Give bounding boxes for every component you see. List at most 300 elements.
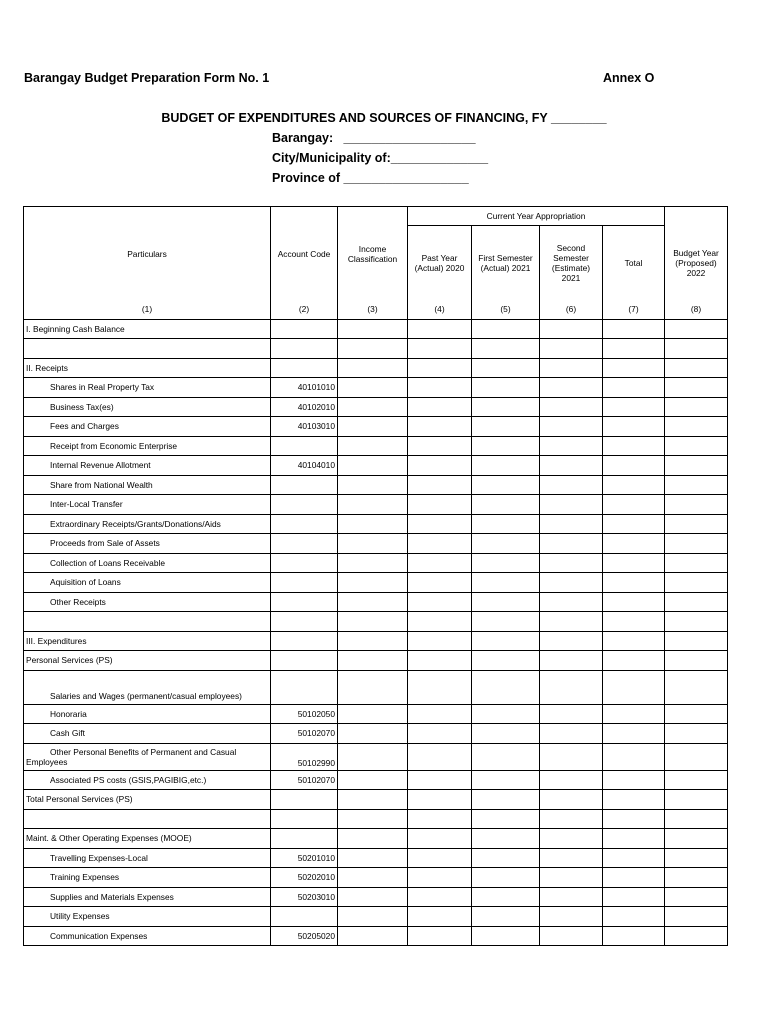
row-particulars: Proceeds from Sale of Assets (24, 534, 271, 554)
row-value-cell[interactable] (603, 651, 665, 671)
city-field: City/Municipality of:______________ (272, 151, 489, 165)
col-number: (1) (24, 300, 271, 319)
row-value-cell[interactable] (472, 456, 540, 476)
col-total-header: Total (603, 226, 665, 301)
row-value-cell[interactable] (408, 790, 472, 810)
row-value-cell[interactable] (472, 670, 540, 704)
row-value-cell[interactable] (408, 495, 472, 515)
table-row (24, 724, 728, 744)
row-account-code: 50102070 (271, 724, 338, 744)
row-value-cell[interactable] (472, 651, 540, 671)
budget-table (23, 206, 728, 946)
row-value-cell[interactable] (665, 829, 728, 849)
row-value-cell[interactable] (338, 743, 408, 770)
row-account-code: 50201010 (271, 848, 338, 868)
row-value-cell[interactable] (408, 553, 472, 573)
row-value-cell[interactable] (665, 553, 728, 573)
table-row (24, 397, 728, 417)
row-particulars: II. Receipts (24, 358, 271, 378)
row-value-cell[interactable] (408, 907, 472, 927)
row-account-code (271, 612, 338, 632)
row-value-cell[interactable] (338, 670, 408, 704)
col-number: (7) (603, 300, 665, 319)
row-value-cell[interactable] (603, 456, 665, 476)
row-particulars: Travelling Expenses-Local (24, 848, 271, 868)
row-value-cell[interactable] (338, 397, 408, 417)
row-value-cell[interactable] (665, 612, 728, 632)
row-value-cell[interactable] (540, 926, 603, 946)
row-value-cell[interactable] (665, 319, 728, 339)
row-particulars-line: Other Personal Benefits of Permanent and Casual (50, 746, 237, 757)
table-row (24, 417, 728, 437)
row-value-cell[interactable] (603, 436, 665, 456)
row-value-cell[interactable] (540, 651, 603, 671)
row-value-cell[interactable] (540, 868, 603, 888)
row-value-cell[interactable] (603, 809, 665, 829)
row-account-code (271, 534, 338, 554)
row-value-cell[interactable] (540, 790, 603, 810)
row-value-cell[interactable] (338, 339, 408, 359)
row-particulars (24, 612, 271, 632)
row-value-cell[interactable] (603, 358, 665, 378)
row-particulars: Training Expenses (24, 868, 271, 888)
row-value-cell[interactable] (408, 378, 472, 398)
row-account-code (271, 631, 338, 651)
row-account-code (271, 553, 338, 573)
column-number-row (24, 300, 728, 319)
row-account-code (271, 790, 338, 810)
row-value-cell[interactable] (408, 848, 472, 868)
row-value-cell[interactable] (472, 887, 540, 907)
row-value-cell[interactable] (665, 809, 728, 829)
row-value-cell[interactable] (472, 631, 540, 651)
row-particulars: Supplies and Materials Expenses (24, 887, 271, 907)
row-value-cell[interactable] (338, 592, 408, 612)
row-value-cell[interactable] (603, 724, 665, 744)
row-value-cell[interactable] (472, 907, 540, 927)
row-value-cell[interactable] (603, 631, 665, 651)
row-value-cell[interactable] (338, 436, 408, 456)
row-account-code (271, 319, 338, 339)
row-account-code: 40103010 (271, 417, 338, 437)
row-account-code (271, 514, 338, 534)
row-value-cell[interactable] (472, 926, 540, 946)
row-value-cell[interactable] (603, 829, 665, 849)
table-row (24, 339, 728, 359)
row-account-code (271, 829, 338, 849)
row-value-cell[interactable] (408, 417, 472, 437)
col-budget-year-header: Budget Year (Proposed) 2022 (665, 226, 728, 301)
table-row (24, 319, 728, 339)
row-particulars: Cash Gift (24, 724, 271, 744)
table-row (24, 378, 728, 398)
col-account-code-header: Account Code (271, 207, 338, 301)
row-value-cell[interactable] (665, 339, 728, 359)
table-row (24, 704, 728, 724)
table-row (24, 809, 728, 829)
row-particulars: Associated PS costs (GSIS,PAGIBIG,etc.) (24, 770, 271, 790)
row-particulars-line: Employees (26, 756, 68, 767)
row-particulars: Aquisition of Loans (24, 573, 271, 593)
row-value-cell[interactable] (408, 319, 472, 339)
row-account-code: 40102010 (271, 397, 338, 417)
row-value-cell[interactable] (408, 514, 472, 534)
row-value-cell[interactable] (665, 534, 728, 554)
row-value-cell[interactable] (408, 456, 472, 476)
table-row (24, 631, 728, 651)
col-number: (5) (472, 300, 540, 319)
row-account-code: 50102990 (271, 743, 338, 770)
row-value-cell[interactable] (540, 743, 603, 770)
row-value-cell[interactable] (338, 926, 408, 946)
row-value-cell[interactable] (472, 868, 540, 888)
row-value-cell[interactable] (338, 770, 408, 790)
row-value-cell[interactable] (540, 397, 603, 417)
row-value-cell[interactable] (540, 809, 603, 829)
row-particulars: I. Beginning Cash Balance (24, 319, 271, 339)
row-value-cell[interactable] (540, 456, 603, 476)
row-value-cell[interactable] (472, 534, 540, 554)
row-particulars: Communication Expenses (24, 926, 271, 946)
row-value-cell[interactable] (665, 887, 728, 907)
row-value-cell[interactable] (603, 417, 665, 437)
row-value-cell[interactable] (472, 319, 540, 339)
row-value-cell[interactable] (603, 670, 665, 704)
row-value-cell[interactable] (472, 770, 540, 790)
row-value-cell[interactable] (665, 495, 728, 515)
row-value-cell[interactable] (472, 573, 540, 593)
row-value-cell[interactable] (408, 704, 472, 724)
barangay-field: Barangay: ___________________ (272, 131, 476, 145)
row-particulars: Fees and Charges (24, 417, 271, 437)
table-row (24, 651, 728, 671)
row-value-cell[interactable] (472, 790, 540, 810)
row-value-cell[interactable] (338, 868, 408, 888)
row-value-cell[interactable] (540, 724, 603, 744)
row-value-cell[interactable] (472, 495, 540, 515)
row-value-cell[interactable] (665, 790, 728, 810)
budget-year-top-cell (665, 207, 728, 226)
row-value-cell[interactable] (338, 887, 408, 907)
row-value-cell[interactable] (665, 868, 728, 888)
row-value-cell[interactable] (665, 514, 728, 534)
row-value-cell[interactable] (540, 534, 603, 554)
row-value-cell[interactable] (540, 378, 603, 398)
row-particulars: Other Receipts (24, 592, 271, 612)
row-account-code: 50202010 (271, 868, 338, 888)
row-particulars (24, 743, 271, 770)
row-value-cell[interactable] (603, 887, 665, 907)
row-value-cell[interactable] (540, 319, 603, 339)
row-value-cell[interactable] (603, 553, 665, 573)
row-value-cell[interactable] (338, 573, 408, 593)
row-value-cell[interactable] (338, 358, 408, 378)
row-value-cell[interactable] (603, 770, 665, 790)
row-particulars: Maint. & Other Operating Expenses (MOOE) (24, 829, 271, 849)
row-value-cell[interactable] (408, 770, 472, 790)
row-value-cell[interactable] (472, 378, 540, 398)
row-value-cell[interactable] (540, 848, 603, 868)
row-value-cell[interactable] (472, 475, 540, 495)
row-value-cell[interactable] (408, 743, 472, 770)
row-value-cell[interactable] (665, 378, 728, 398)
row-account-code (271, 592, 338, 612)
table-row (24, 436, 728, 456)
row-value-cell[interactable] (338, 378, 408, 398)
row-value-cell[interactable] (540, 829, 603, 849)
table-row (24, 790, 728, 810)
row-particulars: Honoraria (24, 704, 271, 724)
row-value-cell[interactable] (540, 514, 603, 534)
table-row (24, 770, 728, 790)
province-field: Province of __________________ (272, 171, 469, 185)
table-row (24, 358, 728, 378)
row-particulars: Business Tax(es) (24, 397, 271, 417)
row-value-cell[interactable] (408, 534, 472, 554)
row-particulars: Internal Revenue Allotment (24, 456, 271, 476)
row-value-cell[interactable] (338, 809, 408, 829)
row-value-cell[interactable] (665, 573, 728, 593)
col-income-class-header: Income Classification (338, 207, 408, 301)
row-value-cell[interactable] (408, 436, 472, 456)
row-account-code: 40104010 (271, 456, 338, 476)
row-account-code (271, 670, 338, 704)
row-value-cell[interactable] (540, 612, 603, 632)
row-value-cell[interactable] (472, 592, 540, 612)
row-particulars: Utility Expenses (24, 907, 271, 927)
row-value-cell[interactable] (540, 475, 603, 495)
row-particulars (24, 809, 271, 829)
row-particulars: Salaries and Wages (permanent/casual employees) (24, 670, 271, 704)
row-particulars: Shares in Real Property Tax (24, 378, 271, 398)
row-particulars: Inter-Local Transfer (24, 495, 271, 515)
header-row-top (24, 207, 728, 226)
row-value-cell[interactable] (472, 809, 540, 829)
row-particulars: Collection of Loans Receivable (24, 553, 271, 573)
row-value-cell[interactable] (540, 436, 603, 456)
row-account-code (271, 809, 338, 829)
table-row (24, 670, 728, 704)
row-value-cell[interactable] (408, 809, 472, 829)
row-value-cell[interactable] (540, 907, 603, 927)
row-value-cell[interactable] (540, 631, 603, 651)
col-past-year-header: Past Year (Actual) 2020 (408, 226, 472, 301)
table-row (24, 868, 728, 888)
row-value-cell[interactable] (472, 848, 540, 868)
row-value-cell[interactable] (665, 848, 728, 868)
row-value-cell[interactable] (603, 339, 665, 359)
row-value-cell[interactable] (665, 436, 728, 456)
row-value-cell[interactable] (603, 397, 665, 417)
row-value-cell[interactable] (472, 553, 540, 573)
table-row (24, 456, 728, 476)
row-value-cell[interactable] (540, 670, 603, 704)
table-row (24, 534, 728, 554)
row-value-cell[interactable] (665, 770, 728, 790)
row-value-cell[interactable] (540, 770, 603, 790)
col-number: (4) (408, 300, 472, 319)
table-row (24, 848, 728, 868)
row-value-cell[interactable] (472, 743, 540, 770)
row-value-cell[interactable] (338, 534, 408, 554)
row-value-cell[interactable] (665, 926, 728, 946)
row-value-cell[interactable] (408, 573, 472, 593)
row-value-cell[interactable] (540, 358, 603, 378)
row-particulars: Share from National Wealth (24, 475, 271, 495)
row-value-cell[interactable] (603, 612, 665, 632)
row-value-cell[interactable] (665, 743, 728, 770)
row-value-cell[interactable] (603, 592, 665, 612)
row-value-cell[interactable] (472, 417, 540, 437)
row-value-cell[interactable] (472, 704, 540, 724)
row-value-cell[interactable] (665, 417, 728, 437)
row-value-cell[interactable] (408, 887, 472, 907)
row-value-cell[interactable] (408, 339, 472, 359)
row-value-cell[interactable] (472, 358, 540, 378)
row-value-cell[interactable] (603, 495, 665, 515)
row-value-cell[interactable] (472, 514, 540, 534)
row-value-cell[interactable] (338, 631, 408, 651)
row-value-cell[interactable] (665, 670, 728, 704)
current-year-group-header: Current Year Appropriation (408, 207, 665, 226)
row-value-cell[interactable] (338, 553, 408, 573)
row-value-cell[interactable] (472, 829, 540, 849)
row-account-code (271, 475, 338, 495)
row-value-cell[interactable] (540, 573, 603, 593)
row-value-cell[interactable] (408, 670, 472, 704)
row-account-code (271, 907, 338, 927)
row-value-cell[interactable] (338, 514, 408, 534)
table-row (24, 514, 728, 534)
row-value-cell[interactable] (408, 475, 472, 495)
row-value-cell[interactable] (338, 907, 408, 927)
table-row (24, 907, 728, 927)
row-value-cell[interactable] (540, 592, 603, 612)
table-row (24, 553, 728, 573)
row-value-cell[interactable] (408, 358, 472, 378)
row-value-cell[interactable] (665, 592, 728, 612)
row-account-code: 50203010 (271, 887, 338, 907)
row-value-cell[interactable] (338, 495, 408, 515)
row-value-cell[interactable] (665, 651, 728, 671)
row-value-cell[interactable] (665, 631, 728, 651)
row-value-cell[interactable] (540, 887, 603, 907)
row-account-code (271, 495, 338, 515)
row-value-cell[interactable] (603, 573, 665, 593)
row-particulars: III. Expenditures (24, 631, 271, 651)
row-value-cell[interactable] (603, 378, 665, 398)
row-value-cell[interactable] (540, 417, 603, 437)
row-value-cell[interactable] (338, 651, 408, 671)
row-value-cell[interactable] (408, 592, 472, 612)
row-value-cell[interactable] (472, 436, 540, 456)
row-value-cell[interactable] (603, 907, 665, 927)
row-account-code (271, 436, 338, 456)
row-value-cell[interactable] (408, 829, 472, 849)
document-title: BUDGET OF EXPENDITURES AND SOURCES OF FINANCING, FY ________ (161, 111, 607, 125)
row-value-cell[interactable] (338, 704, 408, 724)
row-value-cell[interactable] (408, 868, 472, 888)
row-account-code (271, 573, 338, 593)
row-value-cell[interactable] (338, 724, 408, 744)
row-value-cell[interactable] (338, 417, 408, 437)
row-account-code: 50102070 (271, 770, 338, 790)
table-row (24, 887, 728, 907)
row-value-cell[interactable] (603, 790, 665, 810)
row-value-cell[interactable] (540, 553, 603, 573)
row-value-cell[interactable] (338, 790, 408, 810)
table-row (24, 475, 728, 495)
table-row (24, 926, 728, 946)
table-row (24, 829, 728, 849)
row-value-cell[interactable] (408, 397, 472, 417)
row-account-code: 40101010 (271, 378, 338, 398)
row-value-cell[interactable] (472, 724, 540, 744)
row-value-cell[interactable] (540, 339, 603, 359)
row-value-cell[interactable] (665, 456, 728, 476)
row-value-cell[interactable] (603, 319, 665, 339)
row-value-cell[interactable] (603, 868, 665, 888)
col-number: (8) (665, 300, 728, 319)
row-value-cell[interactable] (665, 907, 728, 927)
row-value-cell[interactable] (408, 724, 472, 744)
table-row (24, 592, 728, 612)
table-row (24, 495, 728, 515)
row-value-cell[interactable] (338, 829, 408, 849)
row-account-code: 50102050 (271, 704, 338, 724)
row-value-cell[interactable] (603, 704, 665, 724)
row-value-cell[interactable] (603, 926, 665, 946)
row-value-cell[interactable] (603, 743, 665, 770)
col-number: (2) (271, 300, 338, 319)
row-value-cell[interactable] (665, 358, 728, 378)
row-particulars: Total Personal Services (PS) (24, 790, 271, 810)
row-value-cell[interactable] (408, 926, 472, 946)
row-value-cell[interactable] (408, 631, 472, 651)
row-value-cell[interactable] (408, 612, 472, 632)
annex-label: Annex O (603, 71, 655, 85)
row-value-cell[interactable] (665, 397, 728, 417)
row-value-cell[interactable] (472, 397, 540, 417)
row-value-cell[interactable] (338, 319, 408, 339)
row-particulars: Personal Services (PS) (24, 651, 271, 671)
row-value-cell[interactable] (665, 475, 728, 495)
row-value-cell[interactable] (665, 724, 728, 744)
row-account-code (271, 339, 338, 359)
form-number: Barangay Budget Preparation Form No. 1 (24, 71, 270, 85)
row-value-cell[interactable] (540, 704, 603, 724)
row-value-cell[interactable] (540, 495, 603, 515)
row-value-cell[interactable] (338, 475, 408, 495)
row-value-cell[interactable] (338, 612, 408, 632)
row-particulars (24, 339, 271, 359)
row-value-cell[interactable] (338, 456, 408, 476)
row-account-code: 50205020 (271, 926, 338, 946)
row-value-cell[interactable] (603, 848, 665, 868)
col-second-sem-header: Second Semester (Estimate) 2021 (540, 226, 603, 301)
row-value-cell[interactable] (472, 339, 540, 359)
row-value-cell[interactable] (665, 704, 728, 724)
table-row (24, 743, 728, 770)
col-number: (3) (338, 300, 408, 319)
table-row (24, 612, 728, 632)
row-value-cell[interactable] (408, 651, 472, 671)
row-value-cell[interactable] (472, 612, 540, 632)
row-value-cell[interactable] (603, 475, 665, 495)
row-value-cell[interactable] (338, 848, 408, 868)
row-value-cell[interactable] (603, 514, 665, 534)
row-value-cell[interactable] (603, 534, 665, 554)
